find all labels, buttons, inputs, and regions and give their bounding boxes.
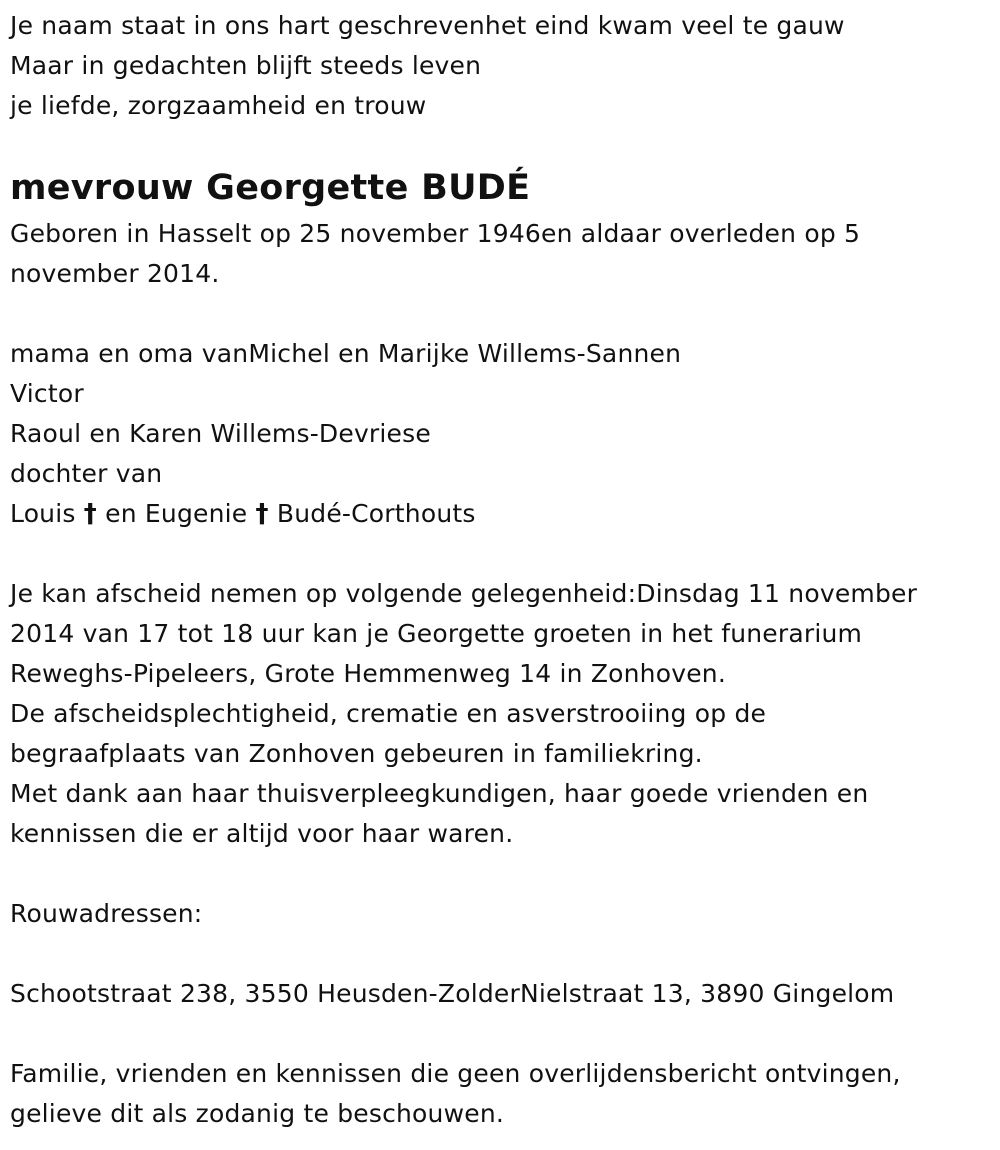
- parents-connector: en Eugenie: [105, 499, 248, 528]
- spacer: [10, 854, 990, 894]
- parents-surname: Budé-Corthouts: [276, 499, 476, 528]
- spacer: [10, 294, 990, 334]
- addresses-line: Schootstraat 238, 3550 Heusden-ZolderNielstraat 13, 3890 Gingelom: [10, 979, 895, 1008]
- family-line-2: Victor: [10, 379, 84, 408]
- poem-line-3: je liefde, zorgzaamheid en trouw: [10, 91, 427, 120]
- family-line-1: mama en oma vanMichel en Marijke Willems-Sannen: [10, 339, 682, 368]
- deceased-name: mevrouw Georgette BUDÉ: [10, 168, 531, 208]
- cross-icon: †: [83, 499, 97, 529]
- ceremony-line-2: 2014 van 17 tot 18 uur kan je Georgette groeten in het funerarium: [10, 619, 863, 648]
- addresses-label: Rouwadressen:: [10, 899, 203, 928]
- ceremony-line-6: Met dank aan haar thuisverpleegkundigen, haar goede vrienden en: [10, 779, 869, 808]
- spacer: [10, 934, 990, 974]
- birth-death-line-2: november 2014.: [10, 259, 220, 288]
- spacer: [10, 1014, 990, 1054]
- closing-line-1: Familie, vrienden en kennissen die geen overlijdensbericht ontvingen,: [10, 1059, 901, 1088]
- cross-icon: †: [255, 499, 269, 529]
- ceremony-line-4: De afscheidsplechtigheid, crematie en asverstrooiing op de: [10, 699, 767, 728]
- ceremony-line-3: Reweghs-Pipeleers, Grote Hemmenweg 14 in Zonhoven.: [10, 659, 726, 688]
- spacer: [10, 534, 990, 574]
- family-line-3: Raoul en Karen Willems-Devriese: [10, 419, 431, 448]
- memorial-poem: [10, 6, 990, 126]
- family-line-4: dochter van: [10, 459, 163, 488]
- birth-death-info: [10, 214, 990, 294]
- poem-line-1: Je naam staat in ons hart geschrevenhet eind kwam veel te gauw: [10, 11, 845, 40]
- ceremony-section: [10, 574, 990, 854]
- poem-line-2: Maar in gedachten blijft steeds leven: [10, 51, 482, 80]
- ceremony-line-5: begraafplaats van Zonhoven gebeuren in familiekring.: [10, 739, 703, 768]
- ceremony-line-1: Je kan afscheid nemen op volgende gelegenheid:Dinsdag 11 november: [10, 579, 918, 608]
- closing-line-2: gelieve dit als zodanig te beschouwen.: [10, 1099, 505, 1128]
- closing-section: [10, 1054, 990, 1134]
- ceremony-line-7: kennissen die er altijd voor haar waren.: [10, 819, 514, 848]
- parents-line: [10, 494, 990, 534]
- father-name: Louis: [10, 499, 76, 528]
- family-section: [10, 334, 990, 534]
- birth-death-line-1: Geboren in Hasselt op 25 november 1946en aldaar overleden op 5: [10, 219, 861, 248]
